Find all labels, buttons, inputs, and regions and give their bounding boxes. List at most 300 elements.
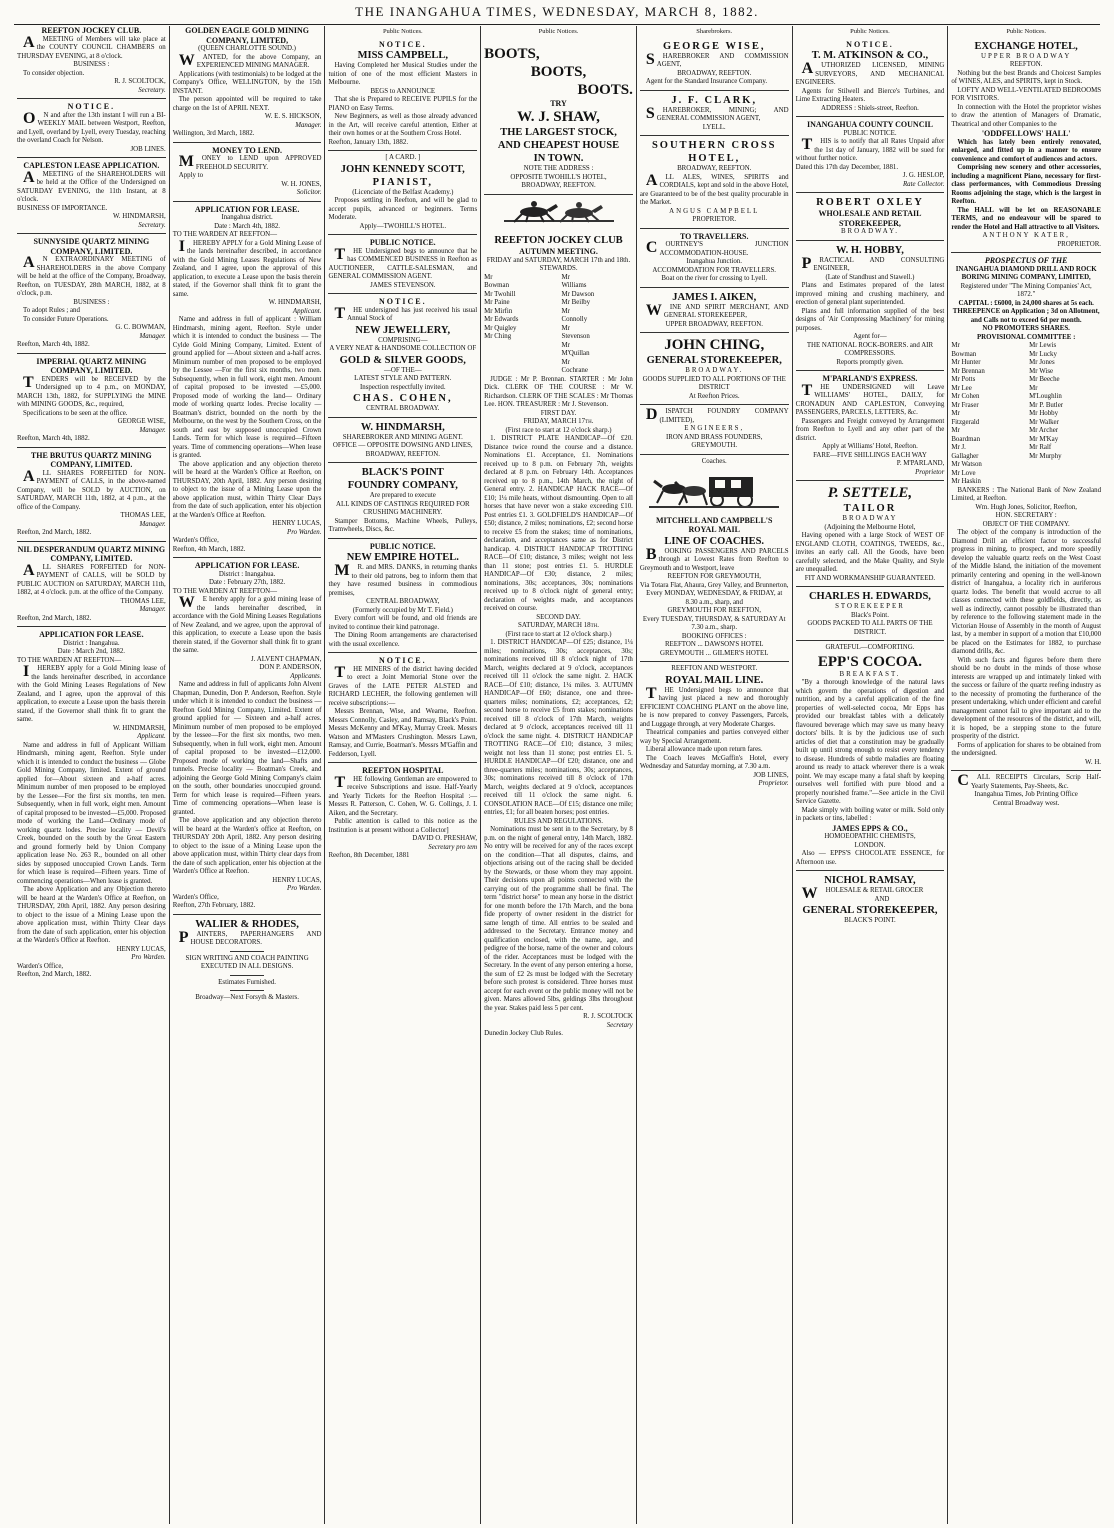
- ad-line: BROADWAY, REEFTON.: [365, 450, 440, 458]
- committee-member: Mr Hunter: [951, 359, 981, 366]
- ad-label: BUSINESS :: [73, 61, 110, 68]
- ad-body: TENDERS will be RECEIVED by the Undersigned up to 4 p.m., on MONDAY, MARCH 13th, 1882, for SUPPLYING the MINE with MINING GOODS, &c., required,: [17, 373, 166, 408]
- divider: [17, 541, 166, 542]
- divider: [328, 462, 477, 463]
- ad-role: Secretary pro tem: [428, 843, 478, 851]
- divider: [640, 228, 789, 229]
- stewards-right: [562, 274, 633, 376]
- ad-body: Nominations must be sent in to the Secretary, by 8 p.m. on the night of general entry, 14th March, 1882. No entry will be received for any of the races except on the condition—That all disputes, claims, and objections arising out of the racing shall be decided by the Stewards, or those whom they may appoint. Their decisions upon all points connected with the carrying out of the programme shall be final. The term "district horse" to mean any horse in the district for one month before the 17th March, and the bona fide property of owner resident in the district for same length of time. All entries to be sealed and addressed to the Secretary. Entrance money and qualification enclosed, with the name, age, and pedigree of the horse, name of the owner and colours of the rider. Acceptances must be lodged with the Secretary. In the event of any person entering a horse, the sum of £2 2s must be lodged with the Secretary before such protest is considered. Three horses must accept for each event or the public money will not be given. Mares allowed 5lbs, geldings 3lbs throughout the year. Stakes paid less 5 per cent.: [484, 826, 633, 1012]
- ad-title: NOTICE.: [846, 39, 894, 49]
- ad-line: AND: [874, 895, 890, 903]
- ad-title: APPLICATION FOR LEASE.: [194, 204, 300, 214]
- ad-subtitle: TAILOR: [843, 503, 897, 514]
- ad-body: 1. DISTRICT PLATE HANDICAP—Of £20. Distance twice round the course and a distance. Nominations £1. Acceptance, £1. Nominations received up to 8 p.m. on February 7th, weights declared at 8 p.m. on February 14th. Acceptances received up to 8 p.m., 14th March, the night of General entry. 2. HANDICAP HACK RACE—Of £10; 1¼ mile heats, without dismounting. Open to all horses that have never won a stake exceeding £10. Post entries £1. 3. GOLDFIELD'S HANDICAP—Of £50; distance, 2 miles; nominations, £2; second horse to receive £5 from the stakes; time of nominations, declaration, and acceptances same as for District handicap. 4. DISTRICT HANDICAP TROTTING RACE—Of £10; distance, 3 miles; weight not less than 11 stone; post entries £1. 5. HURDLE HANDICAP—Of £30; distance, 2 miles; nominations, 30s; acceptances, 30s; nominations received up to 8 o'clock night of general entry; declaration of weights made, and acceptances received on course.: [484, 435, 633, 612]
- ad-line: CENTRAL BROADWAY.: [366, 405, 440, 412]
- ad-line: HOMOEOPATHIC CHEMISTS,: [824, 833, 916, 840]
- ad-body: ALL SHARES FORFEITED for NON-PAYMENT of CALLS, will be SOLD by PUBLIC AUCTION on SATURDAY, MARCH 11th, 1882, at 4 o'clock. p.m. at the office of the Company.: [17, 561, 166, 596]
- ad-body: THE undersigned has just received his usual Annual Stock of: [334, 304, 478, 322]
- ad-line: IRON AND BRASS FOUNDERS,: [665, 433, 763, 441]
- steward-name: Mr Ching: [484, 333, 512, 340]
- ad-line: NO PROMOTERS SHARES.: [982, 325, 1070, 332]
- ad-date: Reefton, 2nd March, 1882.: [17, 529, 92, 536]
- ad-signature: W. HINDMARSH,: [268, 299, 322, 306]
- ad-line: Warden's Office,: [172, 893, 219, 901]
- divider: [640, 287, 789, 288]
- steward-name: Mr Connolly: [561, 307, 588, 323]
- masthead: THE INANGAHUA TIMES, WEDNESDAY, MARCH 8, 1882.: [355, 4, 759, 19]
- ad-body: Name and address in full of applicant : William Hindmarsh, mining agent, Reefton. Style under which it is intended to conduct the business — The Cylde Gold Mining Company, Limited. Extent of ground applied for —About sixteen and a-half acres. Minimum number of men proposed to be employed by the Lessee —For the first six months, two men. Subsequently, when in full work, eight men. Amount of capital proposed to be invested —£5,000. Proposed mode of working the land— Ordinary mode of working quartz lodes. Precise locality — Boatman's district, bounded on the north by the Melbourne, on the west by the Southern Cross, on the south and east by supposed unoccupied Crown Lands. Term for which lease is required—Fifteen years. Time of commencing operations—When lease is granted.: [172, 316, 322, 459]
- ad-body: WINE AND SPIRIT MERCHANT, AND GENERAL STOREKEEPER,: [645, 301, 789, 319]
- ad-line: SATURDAY, MARCH 18th.: [518, 622, 599, 629]
- ad-signature: DAVID O. PRESHAW,: [412, 835, 478, 842]
- column-5: [637, 26, 793, 1524]
- section-header: Coaches.: [701, 457, 727, 465]
- ad-line: BROADWAY.: [685, 367, 744, 374]
- ad-title: BLACK'S POINT: [361, 467, 444, 478]
- ad-line: (Adjoining the Melbourne Hotel,: [824, 523, 916, 531]
- divider: [328, 538, 477, 539]
- ad-title: NIL DESPERANDUM QUARTZ MINING COMPANY, LIMITED.: [17, 544, 166, 563]
- ad-line: Inspection respectfully invited.: [360, 383, 446, 391]
- ad-line: UPPER BROADWAY: [980, 52, 1072, 60]
- ad-title: J. F. CLARK,: [671, 94, 758, 106]
- ad-line: GOODS SUPPLIED TO ALL PORTIONS OF THE DISTRICT: [642, 375, 786, 391]
- ad-title: PROSPECTUS OF THE: [984, 256, 1068, 265]
- committee-member: Mr Fraser: [951, 401, 979, 409]
- ad-line: BOOKING OFFICES :: [681, 632, 747, 640]
- divider: [640, 661, 789, 662]
- ad-title: APPLICATION FOR LEASE.: [39, 630, 144, 639]
- ad-body: Agent for the Standard Insurance Company.: [645, 78, 768, 85]
- steward-name: Mr Cochrane: [561, 358, 588, 374]
- ad-role: Rate Collector.: [902, 180, 945, 188]
- ad-body: Every comfort will be found, and old friends are invited to continue their kind patronage.: [328, 615, 478, 631]
- ad-body: Specifications to be seen at the office.: [23, 409, 128, 417]
- steward-name: Mr Dawson: [561, 290, 595, 298]
- ad-signature: HENRY LUCAS,: [272, 520, 322, 527]
- ad-line: STEWARDS.: [539, 265, 578, 272]
- ad-role: Manager.: [295, 121, 322, 129]
- divider: [640, 332, 789, 333]
- divider: [796, 870, 945, 871]
- ad-line: Broadway—Next Forsyth & Masters.: [195, 994, 299, 1001]
- ad-body: Made simply with boiling water or milk. Sold only in packets or tins, labelled :: [795, 806, 945, 822]
- ad-role: Secretary.: [138, 86, 166, 94]
- ad-line: OPPOSITE TWOHILL'S HOTEL,: [510, 173, 607, 181]
- ad-signature: J. ALVENT CHAPMAN,: [250, 655, 322, 663]
- ad-title: P. SETTELE,: [827, 485, 913, 501]
- ad-line: CENTRAL BROADWAY,: [366, 598, 440, 605]
- divider: [17, 353, 166, 354]
- ad-body: SHAREBROKER AND COMMISSION AGENT,: [645, 50, 789, 68]
- ad-signature: ANGUS CAMPBELL: [669, 207, 760, 215]
- divider: [17, 98, 166, 99]
- ad-body: The HALL will be let on REASONABLE TERMS, and no endeavour will be spared to render the Hotel and Hall attractive to all Visitors.: [951, 206, 1102, 231]
- ad-subtitle: PUBLIC NOTICE.: [843, 129, 897, 137]
- ad-date: Reefton, January 13th, 1882.: [328, 138, 409, 146]
- ad-subtitle: IN TOWN.: [533, 153, 584, 164]
- ad-line: Inangahua Junction.: [686, 258, 742, 265]
- ad-role: Applicant.: [137, 733, 166, 740]
- ad-line: BROADWAY, REEFTON.: [521, 182, 596, 189]
- committee-member: Mr P. Butler: [1029, 401, 1064, 409]
- steward-name: Mr Quigley: [484, 324, 517, 332]
- committee-member: Mr Bowman: [951, 342, 977, 358]
- divider: [173, 142, 322, 143]
- ad-body: Agents for Stilwell and Bierce's Turbines, and Lime Extracting Heaters.: [795, 87, 945, 103]
- ad-title: BOOTS,: [530, 63, 587, 80]
- ad-line: GREYMOUTH.: [691, 442, 738, 449]
- ad-title: NEW EMPIRE HOTEL.: [346, 552, 459, 563]
- ad-body: ALL ALES, WINES, SPIRITS and CORDIALS, kept and sold in the above Hotel, are Guaranteed to be of the best quality procurable in the Market.: [639, 171, 789, 206]
- ad-body: Liberal allowance made upon return fares.: [645, 746, 763, 753]
- column-header: Public Notices.: [538, 28, 579, 35]
- divider: [484, 194, 633, 195]
- stewards-left: [484, 274, 555, 376]
- steward-name: Mr Beilby: [561, 299, 591, 306]
- ad-body: The above application and any objection thereto will be heard at the Warden's Office at Reefton, on THURSDAY, 20th April, 1882. Any person desiring to object to the issue of a Mining Lease upon the above application must, within Thirty Clear Days from the date of such application, enter his objection at the Warden's Office at Reefton.: [172, 460, 322, 519]
- committee-member: Mr Beeche: [1029, 376, 1060, 383]
- ad-title: BOOTS,: [484, 45, 540, 62]
- ad-line: GREYMOUTH ... GILMER'S HOTEL: [660, 649, 769, 657]
- ad-signature: G. C. BOWMAN,: [115, 324, 166, 331]
- column-header: Public Notices.: [850, 28, 890, 35]
- ad-body: THE MINERS of the district having decided to erect a Joint Memorial Stone over the Graves of the LATE PETER ALSTED and RICHARD LECHER, the following gentlemen will receive subscriptions:—: [328, 663, 478, 707]
- ad-line: THE NATIONAL ROCK-BORERS. and AIR COMPRESSORS.: [806, 341, 934, 357]
- ad-body: AMEETING of the SHAREHOLDERS will be held at the Office of the Undersigned on SATURDAY EVENING, the 11th Instant, at 8 o'clock.: [17, 168, 166, 203]
- ad-line: SHAREBROKER AND MINING AGENT.: [342, 433, 463, 441]
- ad-title: M'PARLAND'S EXPRESS.: [822, 374, 918, 383]
- ad-body: PRACTICAL AND CONSULTING ENGINEER,: [801, 254, 945, 272]
- ad-body: IHEREBY apply for a Gold Mining lease of the lands hereinafter described, in accordance with the Gold Mining Leases Regulations of New Zealand, and I agree, upon the approval of this application, to execute a Lease upon the basis therein stated, if the Governor shall think fit to grant the same.: [17, 663, 166, 723]
- divider: [796, 480, 945, 481]
- ad-subtitle: PIANIST,: [372, 176, 434, 188]
- ad-body: BANKERS : The National Bank of New Zealand Limited, at Reefton.: [951, 486, 1102, 502]
- ad-title: JAMES EPPS & CO.,: [832, 823, 908, 833]
- ad-line: GOODS PACKED TO ALL PARTS OF THE DISTRICT.: [807, 620, 933, 636]
- ad-line: Date : March 2nd, 1882.: [57, 648, 126, 655]
- committee-member: Mr Lewis: [1029, 342, 1057, 349]
- ad-line: ADDRESS : Shiels-street, Reefton.: [821, 104, 919, 112]
- ad-line: HON. SECRETARY :: [995, 512, 1057, 519]
- column-2: [170, 26, 326, 1524]
- ad-title: NOTICE.: [379, 656, 427, 665]
- masthead-rule: [14, 24, 1100, 25]
- ad-body: Applications (with testimonials) to be lodged at the Company's Office, WELLINGTON, by the 15th INSTANT.: [172, 70, 322, 95]
- ad-line: Warden's Office,: [17, 962, 64, 970]
- ad-line: Every TUESDAY, THURSDAY, & SATURDAY At 7.30 a.m., sharp.: [642, 615, 786, 631]
- ad-title: REEFTON HOSPITAL: [362, 766, 444, 775]
- ad-line: Date : March 4th, 1882.: [214, 222, 280, 230]
- column-1: [14, 26, 170, 1524]
- divider: [796, 370, 945, 371]
- ad-title: NEW JEWELLERY,: [355, 324, 451, 336]
- divider: [796, 640, 945, 641]
- ad-title: T. M. ATKINSON & CO.,: [811, 50, 929, 61]
- ad-body: JUDGE : Mr P. Brennan. STARTER : Mr John Dick. CLERK OF THE COURSE : Mr W. Richardson. CLERK OF THE SCALES : Mr Thomas Lee. HON. TREASURER : Mr J. Stevenson.: [484, 375, 633, 408]
- ad-line: (First race to start at 12 o'clock sharp.): [505, 426, 612, 434]
- committee-member: Mr Hobby: [1029, 410, 1059, 417]
- ad-line: NOTE THE ADDRESS :: [523, 165, 594, 172]
- steward-name: Mr Edwards: [484, 316, 519, 323]
- ad-label: BUSINESS OF IMPORTANCE.: [17, 204, 108, 212]
- ad-line: BROADWAY, REEFTON.: [677, 69, 752, 77]
- ad-body: THE Undersigned begs to announce that having just placed a new and thoroughly EFFICIENT COACHING PLANT on the above line, he is now prepared to convey Passengers, Parcels, and Luggage through, at very Moderate Charges.: [639, 684, 789, 728]
- ad-body: THIS is to notify that all Rates Unpaid after the 1st day of January, 1882 will be sued for without further notice.: [795, 136, 945, 162]
- divider: [796, 240, 945, 241]
- ad-role: Secretary: [606, 1021, 633, 1029]
- ad-title: JOHN CHING,: [664, 337, 765, 353]
- divider: [640, 90, 789, 91]
- ad-line: REEFTON.: [1009, 61, 1043, 68]
- ad-date: Reefton, 8th December, 1881: [328, 852, 410, 859]
- ad-title: NICHOL RAMSAY,: [824, 875, 916, 886]
- ad-body: Plans and full information supplied of the best designs of 'Air Compressing Machinery' for mining purposes.: [795, 307, 945, 332]
- ad-subtitle: AND CHEAPEST HOUSE: [497, 140, 620, 151]
- ad-line: SECOND DAY.: [536, 613, 581, 621]
- ad-signature: JOB LINES.: [130, 145, 166, 153]
- divider: [328, 234, 477, 235]
- ad-body: To consider Future Operations.: [23, 315, 109, 323]
- ad-body: 1. DISTRICT HANDICAP—Of £25; distance, 1¼ miles; nominations, 30s; acceptances, 30s; nominations received till 8 o'clock night of 17th March, weights declared at 9 o'clock, acceptances received till 11 o'clock the same night. 2. HACK RACE—Of £10; distance, 1¼ miles. 3. AUTUMN HANDICAP—Of £60; distance, one and three-quarters miles; nominations, £2; acceptances, £2; second horse to receive £5 from stakes; nominations received till 8 o'clock of 17th March, weights declared at 9 o'clock, acceptances received till 11 o'clock the same night. 4. DISTRICT HANDICAP TROTTING RACE—Of £10; distance, 3 miles; weight not less than 11 stone; post entries £1. 5. HURDLE HANDICAP—Of £20; distance, one and three-quarters miles; nominations, 30s; acceptances, 30s; nominations received till 8 o'clock of 17th March, weights declared at 9 o'clock, acceptances received till 11 o'clock the same night. 6. CONSOLATION RACE—Of £15; distance one mile; entries, £1; for all beaten horses; post entries.: [484, 639, 633, 816]
- ad-line: [ A CARD. ]: [385, 154, 421, 161]
- ad-line: TO THE WARDEN AT REEFTON—: [172, 231, 277, 238]
- ad-line: BROADWAY, REEFTON.: [677, 165, 752, 172]
- ad-title: WALIER & RHODES,: [195, 918, 299, 930]
- divider: [328, 762, 477, 763]
- ad-body: IHEREBY APPLY for a Gold Mining Lease of the lands hereinafter described, in accordance with the Gold Mining Leases Regulations of New Zealand, and I agree, upon the approval of this application, to execute a Lease upon the basis therein stated, if the Governor shall think fit to grant the same.: [172, 237, 322, 298]
- ad-line: Reports promptly given.: [836, 358, 904, 366]
- ad-signature: HENRY LUCAS,: [272, 876, 322, 884]
- ad-date: Reefton, 4th March, 1882.: [172, 545, 246, 553]
- ad-subtitle: BREAKFAST.: [839, 670, 901, 678]
- ad-line: GRATEFUL—COMFORTING.: [825, 644, 915, 651]
- ad-role: Applicants.: [290, 672, 322, 680]
- ad-body: The person appointed will be required to take charge on the 1st of APRIL NEXT.: [172, 96, 322, 112]
- ad-title: GOLDEN EAGLE GOLD MINING COMPANY, LIMITED,: [185, 26, 309, 45]
- ad-line: LONDON.: [854, 841, 886, 849]
- ad-body: Messrs Brennan, Wise, and Wearne, Reefton. Messrs Connolly, Casley, and Ramsay, Black's Point. Messrs McKenny and M'Kay, Murray Creek. Messrs Watson and M'Masters Crushington. Messrs Lawn, Ramsay, and Currie, Boatman's. Messrs M'Gaffin and Fedderson, Lyell.: [328, 708, 478, 758]
- column-7: [948, 26, 1104, 1524]
- ad-body: New Beginners, as well as those already advanced in the Art, will receive careful attention, Either at their own homes or at the Southern Cross Hotel.: [328, 113, 478, 137]
- ad-line: Central Broadway west.: [992, 799, 1060, 807]
- ad-role: Manager.: [139, 332, 166, 340]
- ad-line: Inangahua district.: [221, 214, 273, 221]
- ad-date: Dated this 17th day December, 1881.: [795, 163, 899, 171]
- ad-body: THE UNDERSIGNED will Leave WILLIAMS' HOTEL, DAILY, for CRONADUN AND CAPLESTON, Conveying PASSENGERS, PARCELS, LETTERS, &c.: [795, 381, 945, 416]
- ad-title: INANGAHUA COUNTY COUNCIL: [806, 120, 933, 129]
- ad-signature: HENRY LUCAS,: [116, 945, 166, 953]
- divider: [17, 626, 166, 627]
- ad-line: District : Inangahua.: [63, 639, 120, 647]
- ad-line: THREEPENCE on Application ; 3d on Allotment, and Calls not to exceed 6d per month.: [952, 308, 1100, 324]
- ad-signature: THOMAS LEE,: [120, 512, 166, 519]
- ad-body: Forms of application for shares to be obtained from the undersigned.: [951, 741, 1102, 757]
- ad-line: TO THE WARDEN AT REEFTON—: [17, 656, 122, 664]
- ad-title: CAPLESTON LEASE APPLICATION.: [23, 161, 160, 170]
- committee-member: Mr Potts: [951, 376, 976, 383]
- ad-line: (Formerly occupied by Mr T. Field.): [352, 606, 453, 614]
- ad-title: JAMES I. AIKEN,: [672, 291, 757, 303]
- ad-title: TO TRAVELLERS.: [679, 231, 749, 241]
- ad-subtitle: FOUNDRY COMPANY,: [347, 480, 458, 491]
- committee-member: Mr Ralf: [1029, 444, 1052, 451]
- ad-title: CHARLES H. EDWARDS,: [808, 591, 931, 602]
- ad-title: W. HINDMARSH,: [360, 421, 445, 433]
- ad-title: PUBLIC NOTICE.: [369, 238, 436, 247]
- ad-line: SIGN WRITING AND COACH PAINTING EXECUTED IN ALL DESIGNS.: [185, 954, 309, 970]
- committee-member: Mr Archer: [1029, 427, 1059, 434]
- ad-body: Nothing but the best Brands and Choicest Samples of WINES, ALES, and SPIRITS, kept in Stock.: [951, 69, 1102, 85]
- ad-title: MONEY TO LEND.: [212, 145, 283, 155]
- divider: [640, 454, 789, 455]
- ad-subtitle: STOREKEEPER: [835, 603, 905, 610]
- ad-subtitle: (QUEEN CHARLOTTE SOUND.): [198, 45, 296, 52]
- ad-line: GREYMOUTH FOR REEFTON,: [667, 607, 761, 614]
- ad-line: FRIDAY and SATURDAY, MARCH 17th and 18th.: [486, 256, 631, 264]
- ad-role: Pro Warden.: [286, 885, 322, 892]
- ad-line: ENGINEERS,: [684, 425, 745, 432]
- committee-member: Mr M'Kay: [1029, 435, 1059, 443]
- ad-body: THE following Gentleman are empowered to receive Subscriptions and issue. Half-Yearly and Yearly Tickets for the Reefton Hospital :— Messrs R. Patterson, C. Cohen, W. G. Collings, J. I. Aiken, and the Secretary.: [328, 773, 478, 817]
- ad-title: IMPERIAL QUARTZ MINING COMPANY, LIMITED.: [36, 356, 147, 375]
- ad-title: W. H. HOBBY,: [836, 244, 904, 256]
- ad-line: BLACK'S POINT.: [844, 917, 896, 924]
- ad-subtitle: WHOLESALE AND RETAIL STOREKEEPER,: [818, 209, 922, 228]
- ad-body: The Dining Room arrangements are characterised with the usual excellence.: [328, 632, 478, 648]
- ad-body: "By a thorough knowledge of the natural laws which govern the operations of digestion and nutrition, and by a careful application of the fine properties of well-selected cocoa, Mr Epps has provided our breakfast tables with a delicately flavoured beverage which may save us many heavy doctors' bills. It is by the judicious use of such articles of diet that a constitution may be gradually built up until strong enough to resist every tendency to disease. Hundreds of subtle maladies are floating around us ready to attack wherever there is a weak point. We may escape many a fatal shaft by keeping ourselves well fortified with pure blood and a properly nourished frame."—See article in the Civil Service Gazette.: [795, 679, 945, 805]
- ad-signature: W. H. JONES,: [281, 180, 322, 188]
- committee-member: Mr Love: [951, 469, 976, 477]
- ad-body: Also — EPPS'S CHOCOLATE ESSENCE, for Afternoon use.: [795, 850, 945, 866]
- ad-body: PAINTERS, PAPERHANGERS AND HOUSE DECORATORS.: [178, 928, 322, 946]
- committee-right: [1029, 342, 1101, 487]
- ad-title: EXCHANGE HOTEL,: [974, 40, 1078, 52]
- ad-body: WHOLESALE & RETAIL GROCER: [801, 885, 924, 902]
- ad-line: Apply at Williams' Hotel, Reefton.: [822, 443, 918, 450]
- ad-line: Boat on the river for crossing to Lyell.: [661, 275, 768, 282]
- ad-line: Dunedin Jockey Club Rules.: [484, 1030, 564, 1037]
- ad-signature: P. M'PARLAND,: [896, 460, 945, 467]
- ad-title: CHAS. COHEN,: [353, 393, 453, 404]
- ad-title: NOTICE.: [379, 297, 427, 306]
- divider: [17, 447, 166, 448]
- ad-body: The above Application and any Objection thereto will be heard at the Warden's Office at Reefton, on THURSDAY, 20th April, 1882. Any person desiring to object to the issue of a Mining Lease upon the above application must, within Thirty Clear days from the date of such application, enter his objection at the Warden's Office at Reefton.: [17, 886, 166, 944]
- committee-member: Mr Brennan: [951, 367, 985, 375]
- ad-role: Solicitor.: [296, 189, 322, 196]
- horse-racing-illustration: [484, 198, 633, 232]
- committee-left: [951, 342, 1023, 487]
- ad-body: BOOKING PASSENGERS AND PARCELS through at Lowest Rates from Reefton to Greymouth and to Westport, leave: [639, 545, 789, 572]
- ad-role: Manager.: [139, 606, 166, 613]
- ad-body: Apply to: [178, 172, 204, 179]
- ad-role: Secretary.: [138, 221, 166, 229]
- ad-signature: THOMAS LEE,: [120, 597, 166, 605]
- ad-body: To adopt Rules ; and: [23, 307, 80, 314]
- ad-body: Plans and Estimates prepared of the latest improved mining and crushing machinery, and erection of general plant superintended.: [795, 282, 945, 306]
- ad-date: Reefton, 27th February, 1882.: [172, 902, 256, 909]
- ad-line: OFFICE — OPPOSITE DOWSING AND LINES,: [332, 442, 473, 449]
- ad-signature: DON P. ANDERSON,: [259, 664, 322, 671]
- ad-title: JOHN KENNEDY SCOTT,: [340, 163, 465, 175]
- ad-body: Stamper Bottoms, Machine Wheels, Pulleys, Tramwheels, Discs, &c.: [328, 517, 478, 533]
- ad-body: With such facts and figures before them there should be no doubt in the minds of those whose interests are wrapped up and intimately linked with the success or failure of the quartz reefing industry as to the necessity of promoting the furtherance of the present undertaking, which under efficient and careful management cannot fail to give important aid to the development of the resources of the district, and will, it is hoped, be a stepping stone to the future prosperity of the district.: [951, 656, 1102, 740]
- ad-line: TRY: [550, 98, 567, 108]
- ad-title: THE BRUTUS QUARTZ MINING COMPANY, LIMITED.: [30, 450, 152, 469]
- ad-body: That she is Prepared to RECEIVE PUPILS for the PIANO on Easy Terms.: [328, 96, 478, 112]
- divider: [328, 150, 477, 151]
- ad-title: MISS CAMPBELL,: [357, 50, 449, 61]
- ad-line: (Licenciate of the Belfast Academy.): [352, 188, 454, 196]
- ad-body: COURTNEY'S JUNCTION ACCOMMODATION-HOUSE.: [645, 239, 789, 257]
- ad-body: Which has lately been entirely renovated, enlarged, and fitted up in a manner to ensure convenience and comfort of audiences and actors.: [951, 138, 1102, 163]
- ad-date: Reefton, March 4th, 1882.: [17, 435, 90, 442]
- ad-signature: J. G. HESLOP,: [902, 172, 945, 179]
- committee-member: Mr Lee: [951, 384, 972, 392]
- committee-member: Mr Fitzgerald: [951, 410, 980, 426]
- divider: [17, 233, 166, 234]
- ad-line: LYELL.: [702, 123, 726, 131]
- ad-body: Having opened with a large Stock of WEST OF ENGLAND CLOTH, COATINGS, TWEEDS, &c., invites an early call. All the Goods, have been carefully selected, and the Make Quality, and Style are unequalled.: [795, 532, 945, 573]
- committee-member: Mr Cohen: [951, 393, 980, 400]
- ad-body: Name and address in full of applicants John Alvent Chapman, Dunedin, Don P. Anderson, Reefton. Style under which it is intended to conduct the business — Reefton Gold Mining Company, Limited. Extent of ground applied for — Sixteen and a-half acres. Minimum number of men proposed to be employed by the lessee—For the first six months, two men. Subsequently, when in full work, eight men. Amount of capital proposed to be invested—£12,000. Proposed mode of working the land—Shafts and tunnels. Precise locality — Boatman's Creek, and adjoining the George Gold Mining Company's claim on the south, other boundaries unoccupied ground. Term for which lease is required—Fifteen years. Time of commencing operations—When lease is granted.: [172, 681, 322, 816]
- stagecoach-illustration: [640, 469, 789, 513]
- divider: [640, 135, 789, 136]
- committee-member: Mr Murphy: [1029, 452, 1062, 460]
- ad-body: Having Completed her Musical Studies under the tuition of one of the most efficient Masters in Melbourne.: [328, 62, 478, 86]
- ad-signature: W. E. S. HICKSON,: [264, 113, 322, 120]
- ad-body: The Coach leaves McGaffin's Hotel, every Wednesday and Saturday morning, at 7.30 a.m.: [639, 754, 789, 770]
- ad-line: LATEST STYLE AND PATTERN.: [354, 375, 452, 382]
- ad-subtitle: ROYAL MAIL: [688, 525, 740, 534]
- steward-name: Mr M'Quillan: [561, 341, 590, 357]
- ad-title: SOUTHERN CROSS HOTEL,: [651, 140, 777, 164]
- column-6: [793, 26, 949, 1524]
- ad-line: (Late of Standhust and Stawell.): [825, 273, 915, 281]
- committee-member: Mr Lucky: [1029, 350, 1057, 358]
- ad-line: ACCOMMODATION FOR TRAVELLERS.: [652, 266, 777, 274]
- columns: [14, 26, 1104, 1524]
- ad-body: ON and after the 13th instant I will run a BI-WEEKLY MAIL between Westport, Reefton, and Lyell, overland by Lyell, every Tuesday, reaching the overland Coach for Nelson.: [17, 109, 166, 144]
- ad-line: Every MONDAY, WEDNESDAY, & FRIDAY, at 8.30 a.m., sharp, and: [646, 590, 783, 606]
- ad-title: ROBERT OXLEY: [816, 197, 924, 208]
- ad-body: CALL RECEIPTS Circulars, Scrip Half-Yearly Statements, Pay-Sheets, &c.: [957, 772, 1102, 790]
- ad-signature: R. J. SCOLTOCK,: [114, 78, 166, 85]
- ad-line: FIT AND WORKMANSHIP GUARANTEED.: [804, 574, 936, 582]
- ad-date: Reefton, March 4th, 1882.: [17, 341, 90, 348]
- ad-signature: W. HINDMARSH,: [112, 724, 166, 732]
- ad-line: COMPRISING—: [378, 336, 428, 344]
- ad-line: Apply—TWOHILL'S HOTEL.: [359, 222, 447, 230]
- ad-line: ALL KINDS OF CASTINGS REQUIRED FOR CRUSHING MACHINERY.: [336, 500, 470, 516]
- divider: [796, 116, 945, 117]
- ad-title: W. J. SHAW,: [517, 109, 600, 125]
- ad-title: LINE OF COACHES.: [664, 535, 765, 547]
- ad-body: Proposes settling in Reefton, and will be glad to accept pupils, advanced or beginners. Terms Moderate.: [328, 197, 478, 221]
- ad-line: A VERY NEAT & HANDSOME COLLECTION OF: [329, 345, 477, 352]
- ad-role: Applicant.: [292, 307, 322, 315]
- ad-date: Wellington, 3rd March, 1882.: [172, 130, 255, 137]
- ad-body: MONEY to LEND upon APPROVED FREEHOLD SECURITY.: [178, 153, 322, 171]
- ad-role: PROPRIETOR.: [1057, 240, 1102, 248]
- ad-subtitle: GENERAL STOREKEEPER,: [646, 355, 782, 366]
- ad-role: Manager.: [139, 426, 166, 434]
- column-header: Public Notices.: [382, 28, 423, 35]
- ad-signature: W. HINDMARSH,: [112, 213, 166, 220]
- ad-line: Wm. Hugh Jones, Solicitor, Reefton,: [975, 503, 1077, 511]
- ad-line: PROVISIONAL COMMITTEE :: [976, 333, 1076, 341]
- divider: [796, 192, 945, 193]
